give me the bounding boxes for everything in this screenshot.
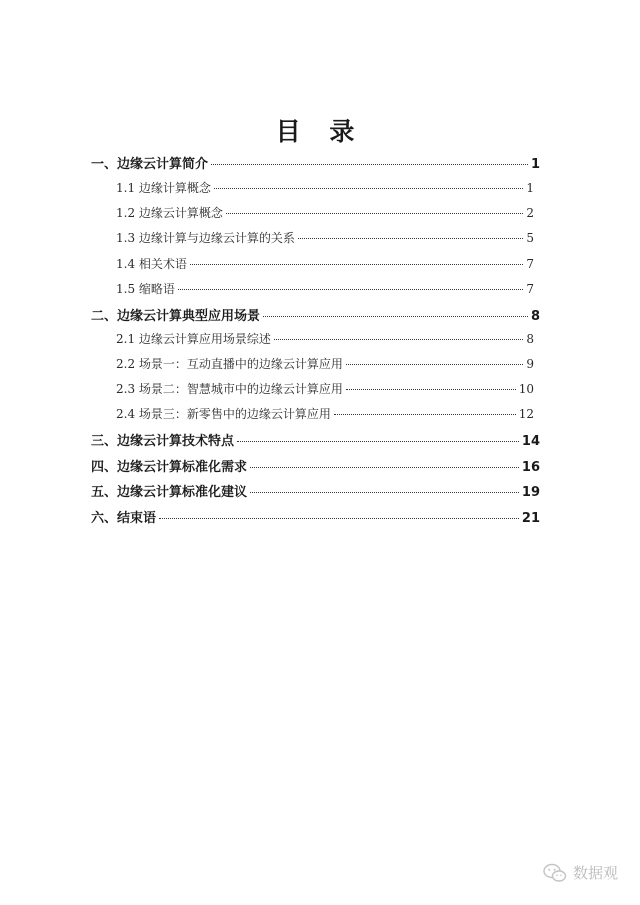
toc-leader-dots [274,338,523,340]
toc-page-number: 1 [530,157,540,172]
toc-entry[interactable] [116,179,534,196]
toc-entry[interactable] [91,153,540,172]
toc-leader-dots [159,517,519,519]
toc-entry-text: 五、边缘云计算标准化建议 [91,485,248,500]
toc-page-number: 9 [526,357,534,371]
toc-entry-text: 四、边缘云计算标准化需求 [91,460,248,475]
toc-entry-text: 1.2 边缘云计算概念 [116,206,223,220]
toc-entry-text: 一、边缘云计算简介 [91,157,209,172]
toc-entry-text: 1.5 缩略语 [116,282,175,296]
toc-leader-dots [226,212,523,214]
toc-page-number: 10 [518,382,534,396]
toc-leader-dots [334,413,516,415]
toc-leader-dots [250,466,519,468]
toc-page-number: 7 [526,282,534,296]
toc-page-number: 21 [521,511,540,526]
toc-entry-text: 三、边缘云计算技术特点 [91,434,235,449]
toc-entry[interactable] [91,456,540,475]
toc-page-number: 16 [521,460,540,475]
toc-leader-dots [237,440,519,442]
toc-entry[interactable] [91,305,540,324]
toc-entry-text: 1.4 相关术语 [116,257,187,271]
toc-entry[interactable] [116,255,534,272]
toc-page-number: 19 [521,485,540,500]
toc-leader-dots [190,263,523,265]
toc-entry[interactable] [116,380,534,397]
toc-entry-text: 2.4 场景三：新零售中的边缘云计算应用 [116,407,331,421]
toc-leader-dots [346,363,523,365]
toc-page-number: 8 [530,309,540,324]
toc-leader-dots [211,163,528,165]
toc-leader-dots [298,237,523,239]
toc-entry-text: 2.3 场景二：智慧城市中的边缘云计算应用 [116,382,343,396]
toc-entry[interactable] [91,430,540,449]
toc-page-number: 2 [526,206,534,220]
toc-leader-dots [250,491,519,493]
toc-entry-text: 2.1 边缘云计算应用场景综述 [116,332,271,346]
toc-page-number: 7 [526,257,534,271]
toc-entry[interactable] [116,405,534,422]
toc-entry[interactable] [116,330,534,347]
toc-leader-dots [263,315,528,317]
toc-entry[interactable] [91,481,540,500]
toc-page-number: 12 [518,407,534,421]
toc-entry[interactable] [91,507,540,526]
watermark-text: 数据观 [572,864,618,882]
toc-entry-text: 二、边缘云计算典型应用场景 [91,309,261,324]
toc-leader-dots [214,187,523,189]
toc-entry[interactable] [116,280,534,297]
toc-entry-text: 六、结束语 [91,511,157,526]
toc-entry[interactable] [116,355,534,372]
wechat-icon [543,863,567,883]
toc-leader-dots [346,388,516,390]
toc-page-number: 14 [521,434,540,449]
toc-leader-dots [178,288,523,290]
watermark [543,862,618,883]
page-title: 目 录 [275,117,365,146]
toc-entry-text: 2.2 场景一：互动直播中的边缘云计算应用 [116,357,343,371]
toc-entry[interactable] [116,229,534,246]
toc-entry-text: 1.1 边缘计算概念 [116,181,211,195]
toc-page-number: 8 [526,332,534,346]
toc-page-number: 1 [526,181,534,195]
toc-page-number: 5 [526,231,534,245]
toc-entry[interactable] [116,204,534,221]
toc-entry-text: 1.3 边缘计算与边缘云计算的关系 [116,231,295,245]
